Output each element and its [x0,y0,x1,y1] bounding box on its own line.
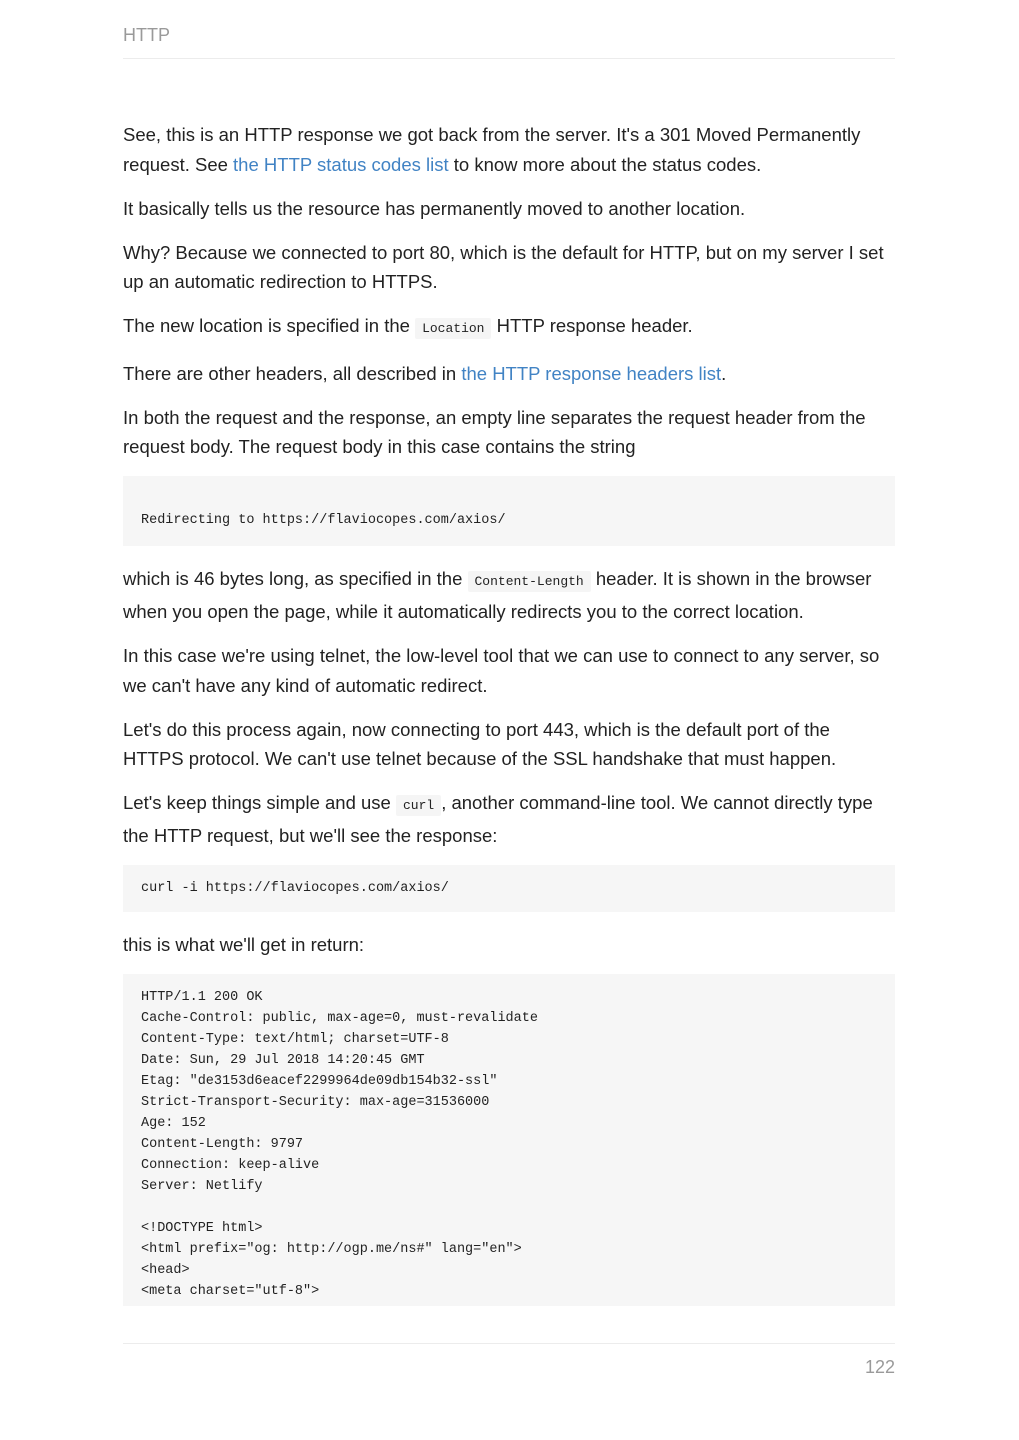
footer-divider [123,1343,895,1344]
header-divider [123,58,895,59]
paragraph-moved: It basically tells us the resource has permanently moved to another location. [123,197,746,219]
paragraph-return: this is what we'll get in return: [123,934,365,956]
paragraph-text: There are other headers, all described in [123,362,462,384]
paragraph-text: . [721,362,727,384]
code-block-curl-command: curl -i https://flaviocopes.com/axios/ [123,865,895,912]
http-status-codes-link[interactable]: the HTTP status codes list [233,153,449,175]
code-block-redirect-string: Redirecting to https://flaviocopes.com/axios/ [123,476,895,546]
paragraph-text: , another command-line tool. We cannot directly type the HTTP request, but we'll see the response: [123,792,873,846]
paragraph-text: The new location is specified in the [123,315,416,337]
paragraph-text: which is 46 bytes long, as specified in the [123,568,468,590]
paragraph-why-port-80: Why? Because we connected to port 80, which is the default for HTTP, but on my server I set up an automatic redirection to HTTPS. [123,241,884,293]
paragraph-text: Let's keep things simple and use [123,792,396,814]
paragraph-text: header. It is shown in the browser when you open the page, while it automatically redirects you to the correct location. [123,568,872,622]
paragraph-text: HTTP response header. [491,315,693,337]
paragraph-curl [123,788,895,850]
page-content [123,120,895,1306]
paragraph-text: to know more about the status codes. [448,153,762,175]
paragraph-content-length [123,564,895,626]
page-number: 122 [864,1357,895,1377]
paragraph-location-header [123,311,895,344]
paragraph-request-body: In both the request and the response, an empty line separates the request header from the request body. The request body in this case contains the string [123,406,866,458]
paragraph-telnet: In this case we're using telnet, the low-level tool that we can use to connect to any server, so we can't have any kind of automatic redirect. [123,645,880,696]
paragraph-other-headers [123,359,895,389]
inline-code-curl: curl [396,795,441,816]
inline-code-location: Location [415,318,491,339]
paragraph-port-443: Let's do this process again, now connecting to port 443, which is the default port of the HTTPS protocol. We can't use telnet because of the SSL handshake that must happen. [123,718,837,770]
document-page [123,0,895,1440]
inline-code-content-length: Content-Length [468,571,591,592]
running-header: HTTP [123,25,170,45]
paragraph-text: See, this is an HTTP response we got back from the server. It's a 301 Moved Permanently request. See [123,124,861,175]
paragraph-301-response [123,120,895,179]
http-response-headers-link[interactable]: the HTTP response headers list [461,362,722,384]
code-block-http-response: HTTP/1.1 200 OK Cache-Control: public, max-age=0, must-revalidate Content-Type: text/html; charset=UTF-8 Date: Sun, 29 Jul 2018 14:20:45 GMT Etag: "de3153d6eacef2299964de09db154b32-ssl" Strict-Transport-Security: max-age=31536000 Age: 152 Content-Length: 9797 Connection: keep-alive Server: Netlify <!DOCTYPE html> <html prefix="og: http://ogp.me/ns#" lang="en"> <head> <meta charset="utf-8"> [123,974,895,1306]
